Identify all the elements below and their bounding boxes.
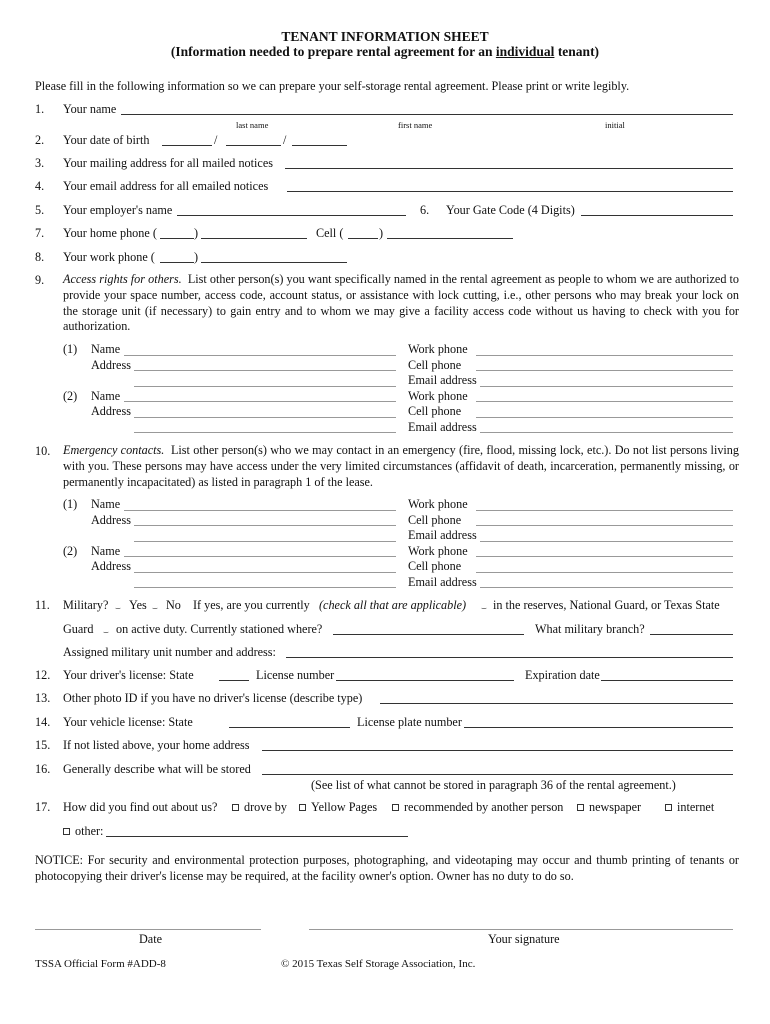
last-name-caption: last name xyxy=(236,120,269,130)
guard-label: Guard xyxy=(63,622,94,636)
stored-items-field[interactable] xyxy=(262,774,733,775)
no-checkbox-icon[interactable]: ⌣ xyxy=(152,603,158,613)
person-name-label: Name xyxy=(91,342,121,356)
checkbox-icon[interactable] xyxy=(392,804,399,811)
dl-state-field[interactable] xyxy=(219,680,249,681)
recommended-option[interactable]: recommended by another person xyxy=(392,800,563,814)
paren-close: ) xyxy=(379,226,384,240)
notice-paragraph: NOTICE: For security and environmental protection purposes, photographing, and videotaping may occur and thumb printing of tenants or photocopying their driver's license may be required, at the facility owner's option. Owner has no duty to do so. xyxy=(35,853,739,883)
branch-field[interactable] xyxy=(650,634,733,635)
assigned-unit-field[interactable] xyxy=(286,657,733,658)
work-phone-label: Work phone xyxy=(408,342,468,356)
stationed-field[interactable] xyxy=(333,634,524,635)
email-address-label: Email address xyxy=(408,373,477,387)
cell-phone-label: Cell phone xyxy=(408,559,462,573)
stored-items-label: Generally describe what will be stored xyxy=(63,762,251,776)
military-label: Military? xyxy=(63,598,109,612)
contact-2-address-field-2[interactable] xyxy=(134,587,396,588)
home-phone-label: Your home phone ( xyxy=(63,226,157,240)
work-phone-area-field[interactable] xyxy=(160,262,194,263)
checkbox-icon[interactable] xyxy=(232,804,239,811)
vehicle-state-field[interactable] xyxy=(229,727,350,728)
checkbox-icon[interactable] xyxy=(665,804,672,811)
gate-code-field[interactable] xyxy=(581,215,733,216)
mailing-address-field[interactable] xyxy=(285,168,733,169)
home-address-field[interactable] xyxy=(262,750,733,751)
other-source-field[interactable] xyxy=(106,836,408,837)
contact-1-name-field[interactable] xyxy=(124,510,396,511)
branch-label: What military branch? xyxy=(535,622,645,636)
emergency-contacts-paragraph: Emergency contacts. List other person(s) who we may contact in an emergency (fire, flood, missing lock, etc.). Do not list persons living with you. These persons may have access under the very limited circumstances (affidavit of death, incarceration, permanently missing, or permanently incapacitated) as listed in paragraph 1 of the lease. xyxy=(63,443,739,489)
work-phone-label: Work phone xyxy=(408,544,468,558)
person-1-cell-phone-field[interactable] xyxy=(476,370,733,371)
item-number: 11. xyxy=(35,598,50,612)
paren-close: ) xyxy=(194,250,199,264)
person-1-work-phone-field[interactable] xyxy=(476,355,733,356)
person-2-number: (2) xyxy=(63,389,78,403)
dob-year-field[interactable] xyxy=(292,145,347,146)
cell-phone-label: Cell ( xyxy=(316,226,344,240)
item-number: 5. xyxy=(35,203,45,217)
signature-line[interactable] xyxy=(309,929,733,930)
cell-phone-label: Cell phone xyxy=(408,358,462,372)
item-number: 14. xyxy=(35,715,51,729)
find-us-label: How did you find out about us? xyxy=(63,800,218,814)
item-number: 8. xyxy=(35,250,45,264)
item-number: 7. xyxy=(35,226,45,240)
plate-label: License plate number xyxy=(357,715,462,729)
vehicle-state-label: Your vehicle license: State xyxy=(63,715,193,729)
plate-field[interactable] xyxy=(464,727,733,728)
yellow-pages-option[interactable]: Yellow Pages xyxy=(299,800,377,814)
signature-caption: Your signature xyxy=(488,932,560,946)
item-number: 13. xyxy=(35,691,51,705)
drove-by-option[interactable]: drove by xyxy=(232,800,287,814)
dob-slash: / xyxy=(214,133,218,147)
cell-phone-label: Cell phone xyxy=(408,513,462,527)
item-number: 17. xyxy=(35,800,51,814)
checkbox-icon[interactable] xyxy=(577,804,584,811)
contact-2-email-field[interactable] xyxy=(480,587,733,588)
contact-2-cell-phone-field[interactable] xyxy=(476,572,733,573)
person-2-email-field[interactable] xyxy=(480,432,733,433)
item-number: 16. xyxy=(35,762,51,776)
checkbox-icon[interactable] xyxy=(299,804,306,811)
your-name-field[interactable] xyxy=(121,114,733,115)
active-duty-label: on active duty. Currently stationed where? xyxy=(116,622,323,636)
contact-1-email-field[interactable] xyxy=(480,541,733,542)
contact-2-number: (2) xyxy=(63,544,78,558)
home-phone-area-field[interactable] xyxy=(160,238,194,239)
checkbox-icon[interactable] xyxy=(63,828,70,835)
person-1-name-field[interactable] xyxy=(124,355,396,356)
home-address-label: If not listed above, your home address xyxy=(63,738,250,752)
email-address-label: Email address xyxy=(408,420,477,434)
contact-1-work-phone-field[interactable] xyxy=(476,510,733,511)
dl-state-label: Your driver's license: State xyxy=(63,668,194,682)
home-phone-field[interactable] xyxy=(201,238,307,239)
yes-checkbox-icon[interactable]: ⌣ xyxy=(115,603,121,613)
person-2-work-phone-field[interactable] xyxy=(476,401,733,402)
dob-month-field[interactable] xyxy=(162,145,212,146)
internet-option[interactable]: internet xyxy=(665,800,714,814)
active-duty-checkbox-icon[interactable]: ⌣ xyxy=(103,627,109,637)
gate-code-label: Your Gate Code (4 Digits) xyxy=(446,203,575,217)
mailing-address-label: Your mailing address for all mailed notices xyxy=(63,156,273,170)
employer-field[interactable] xyxy=(177,215,406,216)
person-1-number: (1) xyxy=(63,342,78,356)
cell-area-field[interactable] xyxy=(348,238,378,239)
reserves-checkbox-icon[interactable]: ⌣ xyxy=(481,603,487,613)
form-number: TSSA Official Form #ADD-8 xyxy=(35,958,166,970)
reserves-label: in the reserves, National Guard, or Texas State xyxy=(493,598,720,612)
item-number: 9. xyxy=(35,273,45,287)
yes-label: Yes xyxy=(129,598,147,612)
dob-slash: / xyxy=(283,133,287,147)
contact-1-cell-phone-field[interactable] xyxy=(476,525,733,526)
check-all-note: (check all that are applicable) xyxy=(319,598,467,612)
no-label: No xyxy=(166,598,181,612)
license-number-field[interactable] xyxy=(336,680,514,681)
email-address-label: Your email address for all emailed notices xyxy=(63,179,269,193)
item-number: 2. xyxy=(35,133,45,147)
person-2-name-field[interactable] xyxy=(124,401,396,402)
newspaper-option[interactable]: newspaper xyxy=(577,800,641,814)
person-2-address-field[interactable] xyxy=(134,417,396,418)
item-number: 15. xyxy=(35,738,51,752)
license-number-label: License number xyxy=(256,668,335,682)
form-title: TENANT INFORMATION SHEET xyxy=(281,29,489,44)
item-number: 3. xyxy=(35,156,45,170)
person-1-email-field[interactable] xyxy=(480,386,733,387)
item-number: 4. xyxy=(35,179,45,193)
dob-day-field[interactable] xyxy=(226,145,281,146)
other-option[interactable]: other: xyxy=(63,824,103,838)
contact-name-label: Name xyxy=(91,497,121,511)
work-phone-field[interactable] xyxy=(201,262,347,263)
other-id-label: Other photo ID if you have no driver's license (describe type) xyxy=(63,691,363,705)
work-phone-label: Work phone xyxy=(408,389,468,403)
person-1-address-field-2[interactable] xyxy=(134,386,396,387)
item-number: 1. xyxy=(35,102,45,116)
if-yes-label: If yes, are you currently xyxy=(193,598,310,612)
item-number: 6. xyxy=(420,203,430,217)
email-address-field[interactable] xyxy=(287,191,733,192)
first-name-caption: first name xyxy=(398,120,433,130)
email-address-label: Email address xyxy=(408,528,477,542)
contact-1-address-field[interactable] xyxy=(134,525,396,526)
stored-items-note: (See list of what cannot be stored in paragraph 36 of the rental agreement.) xyxy=(311,778,676,792)
work-phone-label: Work phone xyxy=(408,497,468,511)
form-subtitle: (Information needed to prepare rental agreement for an individual tenant) xyxy=(170,44,600,59)
contact-address-label: Address xyxy=(91,513,131,527)
contact-1-address-field-2[interactable] xyxy=(134,541,396,542)
expiration-label: Expiration date xyxy=(525,668,600,682)
email-address-label: Email address xyxy=(408,575,477,589)
employer-label: Your employer's name xyxy=(63,203,173,217)
cell-phone-label: Cell phone xyxy=(408,404,462,418)
paren-close: ) xyxy=(194,226,199,240)
assigned-unit-label: Assigned military unit number and address: xyxy=(63,645,276,659)
person-address-label: Address xyxy=(91,404,131,418)
copyright: © 2015 Texas Self Storage Association, Inc. xyxy=(281,958,476,970)
dob-label: Your date of birth xyxy=(63,133,150,147)
contact-2-work-phone-field[interactable] xyxy=(476,556,733,557)
person-1-address-field[interactable] xyxy=(134,370,396,371)
cell-phone-field[interactable] xyxy=(387,238,513,239)
other-id-field[interactable] xyxy=(380,703,733,704)
contact-2-name-field[interactable] xyxy=(124,556,396,557)
initial-caption: initial xyxy=(605,120,625,130)
person-name-label: Name xyxy=(91,389,121,403)
contact-name-label: Name xyxy=(91,544,121,558)
date-line[interactable] xyxy=(35,929,261,930)
person-2-address-field-2[interactable] xyxy=(134,432,396,433)
contact-2-address-field[interactable] xyxy=(134,572,396,573)
item-number: 12. xyxy=(35,668,51,682)
contact-1-number: (1) xyxy=(63,497,78,511)
item-number: 10. xyxy=(35,444,51,458)
expiration-field[interactable] xyxy=(601,680,733,681)
intro-text: Please fill in the following information so we can prepare your self-storage rental agreement. Please print or write legibly. xyxy=(35,79,630,93)
work-phone-label: Your work phone ( xyxy=(63,250,155,264)
person-2-cell-phone-field[interactable] xyxy=(476,417,733,418)
contact-address-label: Address xyxy=(91,559,131,573)
your-name-label: Your name xyxy=(63,102,117,116)
date-caption: Date xyxy=(139,932,163,946)
person-address-label: Address xyxy=(91,358,131,372)
access-rights-paragraph: Access rights for others. List other person(s) you want specifically named in the rental agreement as people to whom we are authorized to provide your space number, access code, account status, or assistance with lock cutting, i.e., other persons who may break your lock on the storage unit (if necessary) to gain entry and to whom we may give a facility access code without us having to check with you for authorization. xyxy=(63,272,740,334)
